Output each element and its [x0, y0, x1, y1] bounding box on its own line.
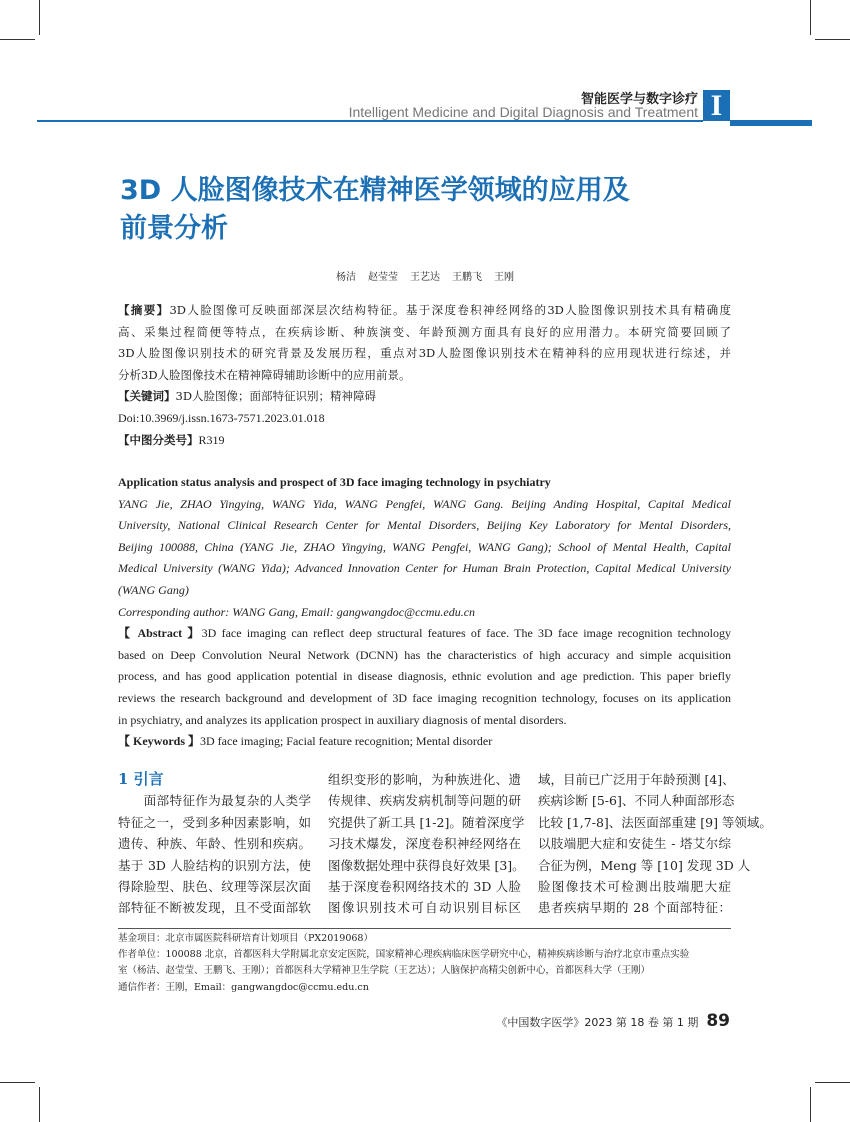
body-line: 传规律、疾病发病机制等问题的研	[328, 793, 521, 809]
classification-label: 【中图分类号】	[118, 432, 199, 447]
footnote-affiliation: 室（杨洁、赵莹莹、王鹏飞、王刚）；首都医科大学精神卫生学院（王艺达）；人脑保护高精尖创新中心，首都医科大学（王刚）	[118, 965, 651, 977]
crop-mark	[0, 39, 35, 40]
affiliation-line: University, National Clinical Research Center for Mental Disorders, Beijing Key Laboratory for Mental Disorders,	[118, 518, 731, 533]
body-line: 域，目前已广泛用于年龄预测 [4]、	[538, 772, 735, 787]
corresponding-author: Corresponding author: WANG Gang, Email: gangwangdoc@ccmu.edu.cn	[118, 604, 476, 619]
body-line: 得除脸型、肤色、纹理等深层次面	[118, 878, 311, 894]
body-line: 图像识别技术可自动识别目标区	[328, 900, 521, 916]
page-footer	[496, 1011, 730, 1031]
body-line: 合征为例，Meng 等 [10] 发现 3D 人	[538, 857, 751, 873]
body-line: 疾病诊断 [5-6]、不同人种面部形态	[538, 793, 735, 809]
doi: Doi:10.3969/j.issn.1673-7571.2023.01.018	[118, 410, 325, 425]
body-line: 图像数据处理中获得良好效果 [3]。	[328, 857, 525, 873]
article-title	[120, 172, 630, 248]
crop-mark	[815, 39, 850, 40]
affiliation-line: Medical University (WANG Yida); Advanced Innovation Center for Human Brain Protection, Capital Medical University	[118, 561, 731, 576]
journal-citation: 《中国数字医学》2023 第 18 卷 第 1 期	[496, 1016, 699, 1029]
body-line: 组织变形的影响，为种族进化、遗	[328, 772, 521, 787]
abstract-line: 3D人脸图像识别技术的研究背景及发展历程，重点对3D人脸图像识别技术在精神科的应用现状进行综述，并	[118, 346, 731, 361]
abstract-line: 高、采集过程简便等特点，在疾病诊断、种族演变、年龄预测方面具有良好的应用潜力。本研究简要回顾了	[118, 324, 731, 339]
body-line: 基于深度卷积网络技术的 3D 人脸	[328, 878, 521, 894]
abstract-en	[118, 472, 731, 753]
footnote-affiliation: 作者单位：100088 北京，首都医科大学附属北京安定医院，国家精神心理疾病临床医学研究中心，精神疾病诊断与治疗北京市重点实验	[118, 949, 690, 961]
body-column-3	[538, 769, 772, 919]
body-line: 患者疾病早期的 28 个面部特征：	[538, 900, 731, 916]
body-line: 特征之一，受到多种因素影响，如	[118, 814, 311, 830]
abstract-label: 【摘要】	[118, 303, 170, 317]
title-line: 3D 人脸图像技术在精神医学领域的应用及	[120, 175, 630, 206]
author: 王艺达	[410, 272, 440, 283]
abstract-label: 【 Abstract 】	[118, 626, 202, 641]
english-title: Application status analysis and prospect of 3D face imaging technology in psychiatry	[118, 475, 551, 489]
body-line: 基于 3D 人脸结构的识别方法，使	[118, 857, 311, 873]
author: 王刚	[494, 272, 514, 283]
body-column-1	[118, 769, 311, 919]
body-column-2	[328, 769, 525, 919]
footnote-divider	[118, 928, 731, 929]
body-line: 面部特征作为最复杂的人类学	[118, 793, 311, 809]
body-line: 脸图像技术可检测出肢端肥大症	[538, 878, 731, 894]
author: 赵莹莹	[368, 272, 398, 283]
author: 杨洁	[336, 272, 356, 283]
page-number: 89	[706, 1011, 730, 1031]
body-line: 部特征不断被发现，且不受面部软	[118, 900, 311, 916]
abstract-line: 3D face imaging can reflect deep structural features of face. The 3D face image recognition technology	[201, 626, 732, 641]
abstract-line: reviews the research background and development of 3D face imaging recognition technology, focuses on its application	[118, 690, 731, 705]
abstract-line: 分析3D人脸图像技术在精神障碍辅助诊断中的应用前景。	[118, 367, 411, 382]
crop-mark	[39, 1087, 40, 1122]
section-title-en: Intelligent Medicine and Digital Diagnosis and Treatment	[348, 104, 698, 120]
keywords: 3D人脸图像；面部特征识别；精神障碍	[175, 389, 377, 404]
crop-mark	[0, 1082, 35, 1083]
affiliation-line: Beijing 100088, China (YANG Jie, ZHAO Yingying, WANG Pengfei, WANG Gang); School of Mental Health, Capital	[118, 539, 731, 554]
section-title-cn: 智能医学与数字诊疗	[580, 92, 698, 107]
crop-mark	[39, 0, 40, 35]
affiliation-line: YANG Jie, ZHAO Yingying, WANG Yida, WANG Pengfei, WANG Gang. Beijing Anding Hospital, Capital Medical	[118, 496, 731, 511]
abstract-line: in psychiatry, and analyzes its application prospect in auxiliary diagnosis of mental disorders.	[118, 712, 567, 727]
keywords: 3D face imaging; Facial feature recognition; Mental disorder	[200, 734, 493, 749]
footnote-correspondence: 通信作者：王刚，Email：gangwangdoc@ccmu.edu.cn	[118, 981, 369, 993]
abstract-line: process, and has good application potential in disease diagnosis, ethnic evolution and age prediction. This paper briefly	[118, 669, 731, 684]
body-line: 习技术爆发，深度卷积神经网络在	[328, 836, 521, 852]
body-line: 遗传、种族、年龄、性别和疾病。	[118, 836, 311, 852]
keywords-label: 【 Keywords 】	[118, 734, 200, 749]
crop-mark	[815, 1082, 850, 1083]
crop-mark	[810, 0, 811, 35]
author-list	[0, 268, 850, 283]
footnotes	[118, 931, 738, 996]
crop-mark	[810, 1087, 811, 1122]
classification: R319	[198, 432, 225, 447]
abstract-line: 3D人脸图像可反映面部深层次结构特征。基于深度卷积神经网络的3D人脸图像识别技术具有精确度	[169, 303, 732, 317]
keywords-label: 【关键词】	[118, 389, 176, 404]
body-line: 比较 [1,7-8]、法医面部重建 [9] 等领域。	[538, 814, 772, 830]
footnote-funding: 基金项目：北京市属医院科研培育计划项目（PX2019068）	[118, 933, 373, 944]
section-heading: 1 引言	[118, 770, 164, 788]
body-line: 究提供了新工具 [1-2]。随着深度学	[328, 814, 525, 830]
body-line: 以肢端肥大症和安徒生 - 塔艾尔综	[538, 836, 731, 852]
title-line: 前景分析	[120, 213, 228, 244]
author: 王鹏飞	[452, 272, 482, 283]
abstract-cn	[118, 300, 731, 451]
affiliation-line: (WANG Gang)	[118, 582, 189, 597]
abstract-line: based on Deep Convolution Neural Network (DCNN) has the characteristics of high accuracy and simple acquisition	[118, 647, 731, 662]
header-tab	[730, 120, 812, 126]
header-rule	[37, 120, 703, 122]
section-mark: I	[703, 90, 730, 121]
